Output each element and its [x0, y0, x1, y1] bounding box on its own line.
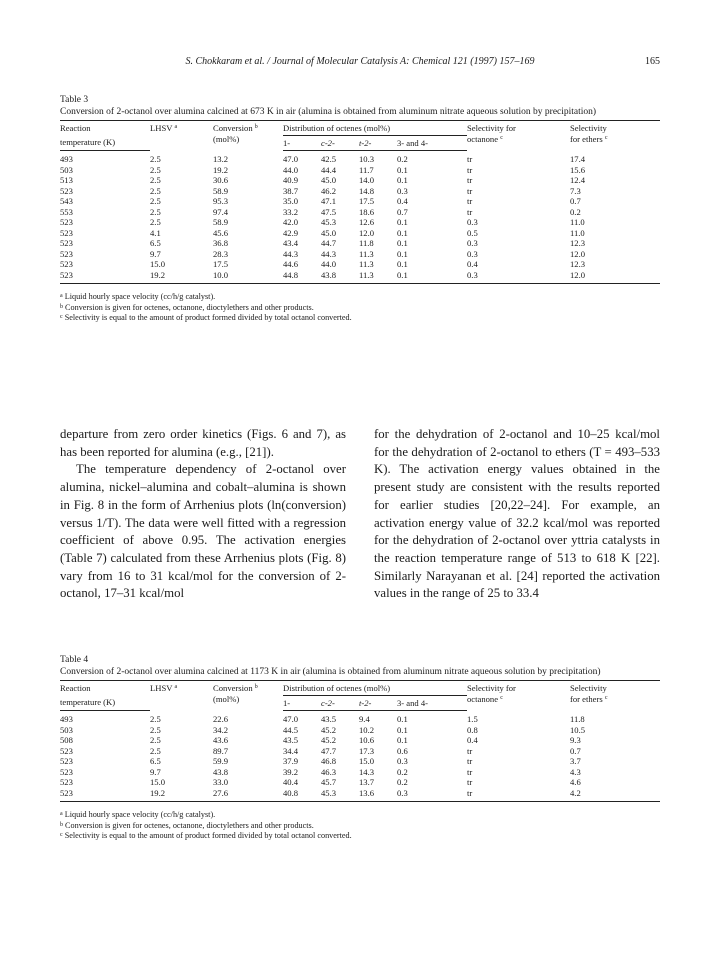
table-cell: tr [467, 777, 473, 787]
table-cell: 33.2 [283, 206, 299, 217]
table-cell: tr [467, 766, 473, 777]
table-cell: 0.2 [397, 154, 408, 164]
table-cell: 0.1 [397, 227, 408, 238]
table-cell: 15.0 [359, 756, 375, 766]
table-row [60, 777, 660, 788]
table-cell: 14.0 [359, 175, 375, 185]
table-row [60, 207, 660, 218]
table-cell: 13.6 [359, 788, 397, 802]
table-cell: 6.5 [150, 756, 161, 766]
footnote-text: Selectivity is equal to the amount of product formed divided by total octanol converted. [64, 313, 352, 322]
table-row [60, 746, 660, 757]
header-t2-octene: t-2- [359, 135, 397, 151]
table-cell: 2.5 [150, 724, 161, 735]
table-cell: 19.2 [213, 164, 229, 175]
header-3-4-octene: 3- and 4- [397, 695, 467, 711]
header-reaction: Reaction [60, 681, 150, 696]
table-cell: 27.6 [213, 788, 283, 802]
table-cell: 7.3 [570, 185, 581, 196]
table-cell: 11.3 [359, 248, 374, 259]
table-cell: 0.1 [397, 217, 408, 227]
table-cell: 0.3 [397, 185, 408, 196]
table-cell: tr [467, 175, 473, 185]
table-cell: 45.2 [321, 724, 337, 735]
table-cell: 43.6 [213, 735, 229, 745]
table-cell: 40.4 [283, 777, 299, 787]
table-row [60, 756, 660, 767]
table-cell: 10.2 [359, 724, 375, 735]
table-cell: 2.5 [150, 185, 161, 196]
table-cell: 43.8 [321, 270, 359, 284]
table-row [60, 735, 660, 746]
table-cell: 17.4 [570, 153, 586, 164]
table-cell: 47.7 [321, 745, 337, 756]
table-cell: 0.3 [467, 270, 570, 284]
table-cell: 2.5 [150, 153, 161, 164]
table-cell: 2.5 [150, 196, 161, 206]
table-cell: 0.1 [397, 164, 408, 175]
header-3-4-octene: 3- and 4- [397, 135, 467, 151]
header-conversion: Conversion $^b$ (mol%) [213, 121, 283, 151]
table-cell: 59.9 [213, 756, 229, 766]
table-row [60, 217, 660, 228]
table-cell: 0.5 [467, 227, 478, 238]
header-distribution: Distribution of octenes (mol%) [283, 121, 467, 136]
table-cell: 42.9 [283, 227, 299, 238]
table-cell: 523 [60, 259, 73, 269]
table-cell: 11.3 [359, 270, 397, 284]
table-cell: 523 [60, 270, 150, 284]
header-temperature: temperature (K) [60, 135, 150, 151]
header-c2-octene: c-2- [321, 695, 359, 711]
table-cell: 523 [60, 745, 73, 756]
table-cell: 0.6 [397, 745, 408, 756]
table-cell: 44.7 [321, 238, 337, 248]
table-cell: 47.5 [321, 206, 337, 217]
header-temperature: temperature (K) [60, 695, 150, 711]
table-cell: 46.3 [321, 766, 337, 777]
table-cell: 493 [60, 154, 73, 164]
table-cell: 35.0 [283, 196, 299, 206]
footnote-mark: c [60, 314, 63, 320]
table-cell: 0.3 [467, 238, 478, 248]
header-selectivity-ethers: Selectivity for ethers $^c$ [570, 121, 660, 151]
table-cell: 17.5 [213, 259, 229, 269]
table-cell: 17.3 [359, 745, 375, 756]
table-cell: 503 [60, 724, 73, 735]
footnote-mark: a [60, 811, 63, 817]
table-cell: 13.7 [359, 777, 375, 787]
table-cell: 0.8 [467, 724, 478, 735]
table-row [60, 249, 660, 260]
table-cell: 0.1 [397, 238, 408, 248]
header-distribution: Distribution of octenes (mol%) [283, 681, 467, 696]
table-cell: 44.5 [283, 724, 299, 735]
table-cell: 0.4 [467, 735, 478, 745]
table-cell: 39.2 [283, 766, 299, 777]
table-cell: 58.9 [213, 217, 229, 227]
table-cell: 12.6 [359, 217, 375, 227]
table-cell: 36.8 [213, 238, 229, 248]
header-selectivity-ethers: Selectivity for ethers $^c$ [570, 681, 660, 711]
table-cell: 0.2 [397, 777, 408, 787]
header-c2-octene: c-2- [321, 135, 359, 151]
table-4-footnotes [60, 810, 660, 842]
table-cell: 503 [60, 164, 73, 175]
table-cell: 47.0 [283, 154, 299, 164]
page-header [60, 56, 660, 70]
table-cell: 523 [60, 227, 73, 238]
table-cell: 0.7 [570, 745, 581, 756]
table-row [60, 270, 660, 284]
table-cell: 15.6 [570, 164, 586, 175]
table-cell: 12.0 [570, 248, 586, 259]
table-4 [60, 654, 660, 842]
header-1-octene: 1- [283, 135, 321, 151]
table-row [60, 767, 660, 778]
table-cell: 11.8 [359, 238, 374, 248]
table-4-grid [60, 680, 660, 802]
table-cell: 0.1 [397, 175, 408, 185]
table-cell: 38.7 [283, 185, 299, 196]
table-cell: tr [467, 206, 473, 217]
table-cell: 0.1 [397, 724, 408, 735]
table-cell: 10.0 [213, 270, 283, 284]
table-cell: 2.5 [150, 217, 161, 227]
table-cell: 1.5 [467, 713, 478, 724]
table-cell: 18.6 [359, 206, 375, 217]
table-cell: 46.2 [321, 185, 337, 196]
table-cell: 523 [60, 238, 73, 248]
table-row [60, 186, 660, 197]
table-cell: 9.7 [150, 766, 161, 777]
table-cell: tr [467, 756, 473, 766]
footnote-mark: c [60, 832, 63, 838]
table-row [60, 259, 660, 270]
header-t2-octene: t-2- [359, 695, 397, 711]
table-cell: 42.5 [321, 154, 337, 164]
footnote-text: Selectivity is equal to the amount of product formed divided by total octanol converted. [64, 831, 352, 840]
table-3-grid [60, 120, 660, 284]
table-cell: 513 [60, 175, 73, 185]
table-cell: 22.6 [213, 713, 229, 724]
table-4-body [60, 711, 660, 802]
table-cell: tr [467, 153, 473, 164]
table-cell: 4.6 [570, 777, 581, 787]
table-cell: tr [467, 788, 570, 802]
table-cell: 12.3 [570, 238, 586, 248]
header-selectivity-octanone: Selectivity for octanone $^c$ [467, 121, 570, 151]
table-cell: 43.5 [321, 714, 337, 724]
header-reaction: Reaction [60, 121, 150, 136]
table-cell: 42.0 [283, 217, 299, 227]
table-cell: 2.5 [150, 206, 161, 217]
right-paragraph-1: for the dehydration of 2-octanol and 10–25 kcal/mol for the dehydration of 2-octanol to ethers (T = 493–533 K). The activation energy values obtained in the present study are consistent with the results reported for earlier studies [20,22–24]. For example, an activation energy value of 32.2 kcal/mol was reported for the dehydration of 2-octanol over yttria catalysts in the reaction temperature range of 513 to 618 K [22]. Similarly Narayanan et al. [24] reported the activation values in the range of 25 to 33.4 [374, 427, 660, 601]
table-cell: 89.7 [213, 745, 229, 756]
table-cell: 0.1 [397, 259, 408, 269]
table-cell: 0.7 [570, 196, 581, 206]
table-row [60, 788, 660, 802]
table-cell: 12.3 [570, 259, 586, 269]
table-cell: 30.6 [213, 175, 229, 185]
table-row [60, 196, 660, 207]
table-cell: 2.5 [150, 164, 161, 175]
left-column [60, 426, 346, 603]
table-3-body [60, 151, 660, 284]
table-cell: 0.3 [467, 217, 478, 227]
table-cell: 2.5 [150, 735, 161, 745]
table-cell: 4.2 [570, 788, 660, 802]
table-cell: 45.7 [321, 777, 337, 787]
footnote [60, 313, 660, 324]
page-number: 165 [645, 56, 660, 67]
table-cell: 508 [60, 735, 73, 745]
table-cell: 4.3 [570, 766, 581, 777]
table-cell: 45.0 [321, 175, 337, 185]
table-cell: 19.2 [150, 270, 213, 284]
table-cell: 44.0 [321, 259, 337, 269]
table-cell: tr [467, 164, 473, 175]
table-row [60, 725, 660, 736]
table-cell: 44.3 [321, 248, 337, 259]
left-paragraph-1: departure from zero order kinetics (Figs. 6 and 7), as has been reported for alumina (e.g., [21]). [60, 427, 346, 459]
table-cell: 11.8 [570, 713, 585, 724]
table-cell: 14.3 [359, 766, 375, 777]
table-cell: 523 [60, 756, 73, 766]
table-cell: 523 [60, 185, 73, 196]
table-cell: 34.4 [283, 745, 299, 756]
table-cell: 2.5 [150, 713, 161, 724]
table-cell: 44.3 [283, 248, 299, 259]
table-cell: 2.5 [150, 175, 161, 185]
footnote-mark: b [60, 303, 63, 310]
table-cell: 95.3 [213, 196, 229, 206]
table-cell: 45.0 [321, 227, 337, 238]
table-cell: 40.8 [283, 788, 321, 802]
footnote [60, 303, 660, 314]
table-cell: 15.0 [150, 259, 166, 269]
table-cell: 40.9 [283, 175, 299, 185]
table-row [60, 711, 660, 725]
table-cell: 6.5 [150, 238, 161, 248]
table-row [60, 165, 660, 176]
right-column [374, 426, 660, 603]
table-cell: 0.4 [397, 196, 408, 206]
table-cell: 0.2 [397, 766, 408, 777]
table-cell: 10.5 [570, 724, 586, 735]
table-3-footnotes [60, 292, 660, 324]
table-cell: 45.3 [321, 788, 359, 802]
footnote-text: Liquid hourly space velocity (cc/h/g catalyst). [64, 810, 216, 819]
table-cell: 523 [60, 217, 73, 227]
table-cell: 11.0 [570, 217, 585, 227]
table-cell: 11.7 [359, 164, 374, 175]
table-cell: tr [467, 745, 473, 756]
table-4-label: Table 4 [60, 655, 89, 665]
table-cell: 43.4 [283, 238, 299, 248]
table-cell: 543 [60, 196, 73, 206]
table-cell: 10.3 [359, 154, 375, 164]
table-cell: 0.1 [397, 735, 408, 745]
table-cell: 523 [60, 777, 73, 787]
table-cell: 43.5 [283, 735, 299, 745]
table-cell: 17.5 [359, 196, 375, 206]
header-conversion: Conversion $^b$ (mol%) [213, 681, 283, 711]
table-cell: 13.2 [213, 153, 229, 164]
table-cell: 523 [60, 248, 73, 259]
table-cell: 9.7 [150, 248, 161, 259]
table-cell: 0.7 [397, 206, 408, 217]
table-cell: 2.5 [150, 745, 161, 756]
footnote-text: Conversion is given for octenes, octanone, dioctylethers and other products. [65, 302, 314, 312]
table-cell: 0.2 [570, 206, 581, 217]
table-cell: 0.4 [467, 259, 478, 269]
table-cell: 15.0 [150, 777, 166, 787]
footnote-mark: a [60, 293, 63, 299]
table-cell: 9.4 [359, 714, 370, 724]
table-cell: 44.8 [283, 270, 321, 284]
footnote [60, 810, 660, 821]
table-cell: 493 [60, 714, 73, 724]
left-paragraph-2: The temperature dependency of 2-octanol over alumina, nickel–alumina and cobalt–alumina is shown in Fig. 8 in the form of Arrhenius plots (ln(conversion) versus 1/T). The data were well fitted with a regression coefficient of above 0.95. The activation energies (Table 7) calculated from these Arrhenius plots (Fig. 8) vary from 16 to 31 kcal/mol for the conversion of 2-octanol, 17–31 kcal/mol [60, 462, 346, 601]
table-cell: 45.6 [213, 227, 229, 238]
footnote-text: Conversion is given for octenes, octanone, dioctylethers and other products. [65, 820, 314, 830]
table-row [60, 228, 660, 239]
table-cell: 45.2 [321, 735, 337, 745]
table-cell: 44.4 [321, 164, 337, 175]
header-lhsv: LHSV $^a$ [150, 681, 213, 711]
table-cell: 34.2 [213, 724, 229, 735]
table-cell: 0.1 [397, 270, 467, 284]
running-title: S. Chokkaram et al. / Journal of Molecular Catalysis A: Chemical 121 (1997) 157–169 [185, 56, 535, 67]
table-cell: 4.1 [150, 227, 161, 238]
table-cell: 33.0 [213, 777, 229, 787]
table-cell: 46.8 [321, 756, 337, 766]
table-cell: 47.1 [321, 196, 337, 206]
table-row [60, 175, 660, 186]
table-cell: 523 [60, 788, 150, 802]
header-selectivity-octanone: Selectivity for octanone $^c$ [467, 681, 570, 711]
table-cell: 11.0 [570, 227, 585, 238]
table-4-caption: Conversion of 2-octanol over alumina calcined at 1173 K in air (alumina is obtained from aluminum nitrate aqueous solution by precipitation) [60, 667, 601, 677]
table-cell: tr [467, 196, 473, 206]
table-cell: 0.3 [397, 756, 408, 766]
table-row [60, 151, 660, 165]
table-cell: 37.9 [283, 756, 299, 766]
table-cell: 0.1 [397, 248, 408, 259]
table-cell: 523 [60, 766, 73, 777]
table-cell: 11.3 [359, 259, 374, 269]
table-cell: 28.3 [213, 248, 229, 259]
table-cell: 14.8 [359, 185, 375, 196]
table-cell: 43.8 [213, 766, 229, 777]
table-cell: 44.0 [283, 164, 299, 175]
table-3-caption: Conversion of 2-octanol over alumina calcined at 673 K in air (alumina is obtained from aluminum nitrate aqueous solution by precipitation) [60, 107, 597, 117]
table-cell: tr [467, 185, 473, 196]
table-cell: 47.0 [283, 714, 299, 724]
table-cell: 19.2 [150, 788, 213, 802]
table-cell: 0.3 [467, 248, 478, 259]
footnote [60, 831, 660, 842]
table-3 [60, 94, 660, 324]
table-cell: 9.3 [570, 735, 581, 745]
table-cell: 44.6 [283, 259, 299, 269]
table-cell: 12.0 [570, 270, 660, 284]
table-cell: 0.1 [397, 714, 408, 724]
table-cell: 58.9 [213, 185, 229, 196]
table-cell: 97.4 [213, 206, 229, 217]
table-cell: 3.7 [570, 756, 581, 766]
table-cell: 0.3 [397, 788, 467, 802]
footnote-text: Liquid hourly space velocity (cc/h/g catalyst). [64, 292, 216, 301]
header-1-octene: 1- [283, 695, 321, 711]
table-cell: 45.3 [321, 217, 337, 227]
table-3-label: Table 3 [60, 95, 89, 105]
table-row [60, 238, 660, 249]
footnote-mark: b [60, 821, 63, 828]
table-cell: 12.0 [359, 227, 375, 238]
header-lhsv: LHSV $^a$ [150, 121, 213, 151]
table-cell: 12.4 [570, 175, 586, 185]
footnote [60, 821, 660, 832]
table-cell: 10.6 [359, 735, 375, 745]
footnote [60, 292, 660, 303]
table-cell: 553 [60, 206, 73, 217]
